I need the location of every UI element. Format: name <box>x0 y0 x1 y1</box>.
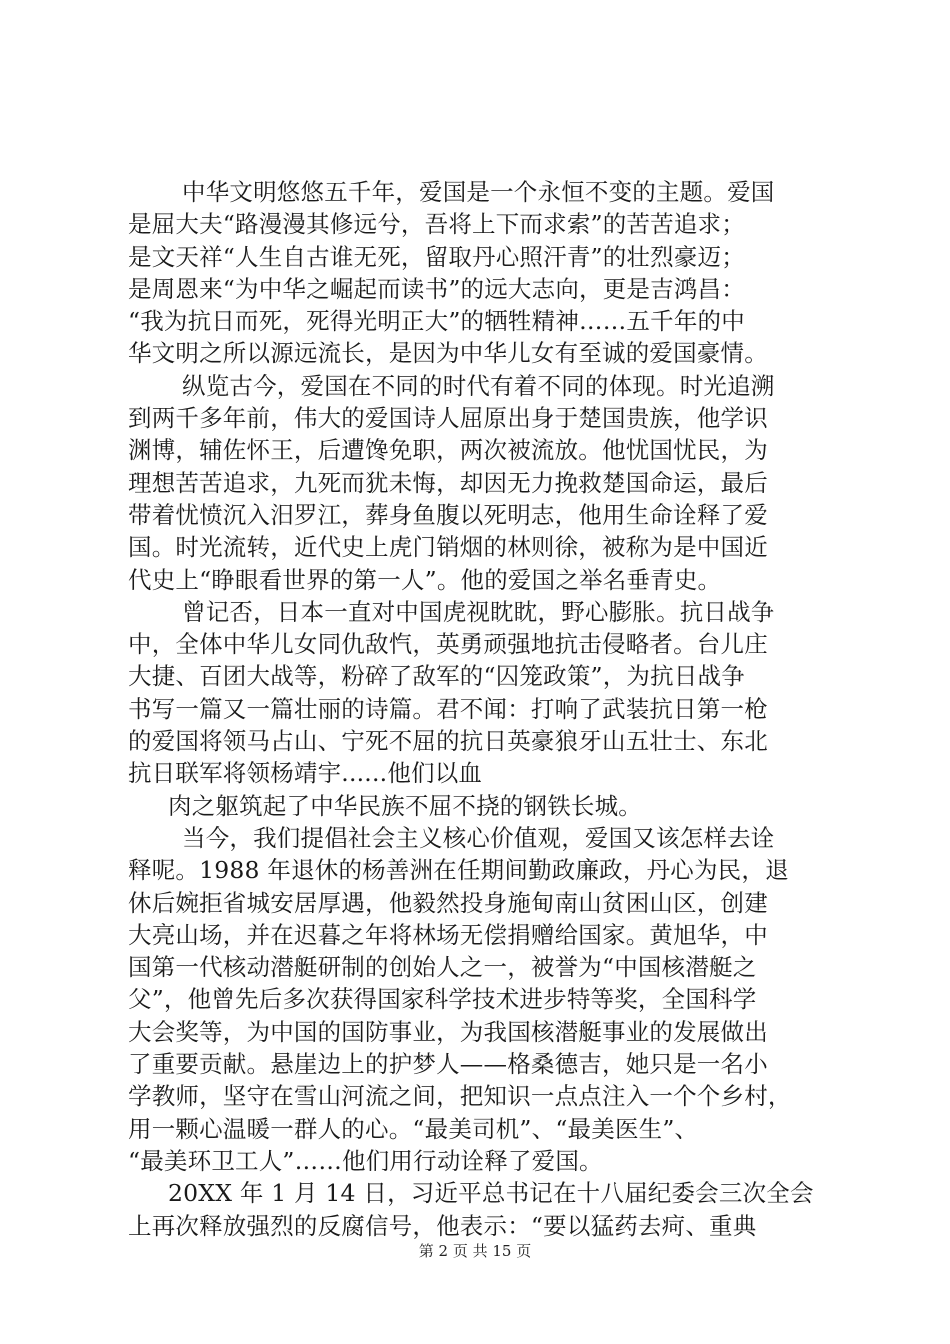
text-line: 国。时光流转，近代史上虎门销烟的林则徐，被称为是中国近 <box>128 533 768 562</box>
text-line: 大捷、百团大战等，粉碎了敌军的“囚笼政策”，为抗日战争 <box>128 662 745 691</box>
text-line: 中华文明悠悠五千年，爱国是一个永恒不变的主题。爱国 <box>182 178 775 206</box>
text-line: 曾记否，日本一直对中国虎视眈眈，野心膨胀。抗日战争 <box>182 597 775 626</box>
text-line: 纵览古今，爱国在不同的时代有着不同的体现。时光追溯 <box>182 371 775 400</box>
text-line: “我为抗日而死，死得光明正大”的牺牲精神……五千年的中 <box>128 307 745 336</box>
text-line: 了重要贡献。悬崖边上的护梦人——格桑德吉，她只是一名小 <box>128 1050 768 1079</box>
text-line: 是文天祥“人生自古谁无死，留取丹心照汗青”的壮烈豪迈； <box>128 242 745 271</box>
text-line: 父”，他曾先后多次获得国家科学技术进步特等奖，全国科学 <box>128 985 757 1014</box>
text-line: 的爱国将领马占山、宁死不屈的抗日英豪狼牙山五壮士、东北 <box>128 727 768 756</box>
page-number: 第 2 页 共 15 页 <box>418 1242 532 1260</box>
text-line: 是周恩来“为中华之崛起而读书”的远大志向，更是吉鸿昌： <box>128 274 745 303</box>
page-footer <box>0 1240 950 1261</box>
text-line: “最美环卫工人”……他们用行动诠释了爱国。 <box>128 1146 603 1175</box>
text-line: 带着忧愤沉入汨罗江，葬身鱼腹以死明志，他用生命诠释了爱 <box>128 500 768 529</box>
text-line: 肉之躯筑起了中华民族不屈不挠的钢铁长城。 <box>168 791 642 820</box>
text-line: 释呢。1988 年退休的杨善洲在任期间勤政廉政，丹心为民，退 <box>128 856 789 885</box>
text-line: 20XX 年 1 月 14 日，习近平总书记在十八届纪委会三次全会 <box>168 1179 814 1208</box>
text-line: 到两千多年前，伟大的爱国诗人屈原出身于楚国贵族，他学识 <box>128 404 768 433</box>
text-line: 代史上“睁眼看世界的第一人”。他的爱国之举名垂青史。 <box>128 565 722 594</box>
text-line: 渊博，辅佐怀王，后遭馋免职，两次被流放。他忧国忧民，为 <box>128 436 768 465</box>
text-line: 上再次释放强烈的反腐信号，他表示：“要以猛药去疴、重典 <box>128 1211 757 1240</box>
text-line: 休后婉拒省城安居厚遇，他毅然投身施甸南山贫困山区，创建 <box>128 888 768 917</box>
body-text <box>128 176 828 1242</box>
text-line: 学教师，坚守在雪山河流之间，把知识一点点注入一个个乡村， <box>128 1082 792 1111</box>
text-line: 是屈大夫“路漫漫其修远兮，吾将上下而求索”的苦苦追求； <box>128 210 745 239</box>
text-line: 当今，我们提倡社会主义核心价值观，爱国又该怎样去诠 <box>182 823 775 852</box>
text-line: 抗日联军将领杨靖宇......他们以血 <box>128 759 483 788</box>
text-line: 大会奖等，为中国的国防事业，为我国核潜艇事业的发展做出 <box>128 1017 768 1046</box>
text-line: 中，全体中华儿女同仇敌忾，英勇顽强地抗击侵略者。台儿庄 <box>128 630 768 659</box>
text-line: 用一颗心温暖一群人的心。“最美司机”、“最美医生”、 <box>128 1114 699 1143</box>
text-line: 国第一代核动潜艇研制的创始人之一，被誉为“中国核潜艇之 <box>128 953 757 982</box>
text-line: 理想苦苦追求，九死而犹未悔，却因无力挽救楚国命运，最后 <box>128 468 768 497</box>
text-line: 书写一篇又一篇壮丽的诗篇。君不闻：打响了武装抗日第一枪 <box>128 694 768 723</box>
text-line: 华文明之所以源远流长，是因为中华儿女有至诚的爱国豪情。 <box>128 339 768 368</box>
text-line: 大亮山场，并在迟暮之年将林场无偿捐赠给国家。黄旭华，中 <box>128 920 768 949</box>
